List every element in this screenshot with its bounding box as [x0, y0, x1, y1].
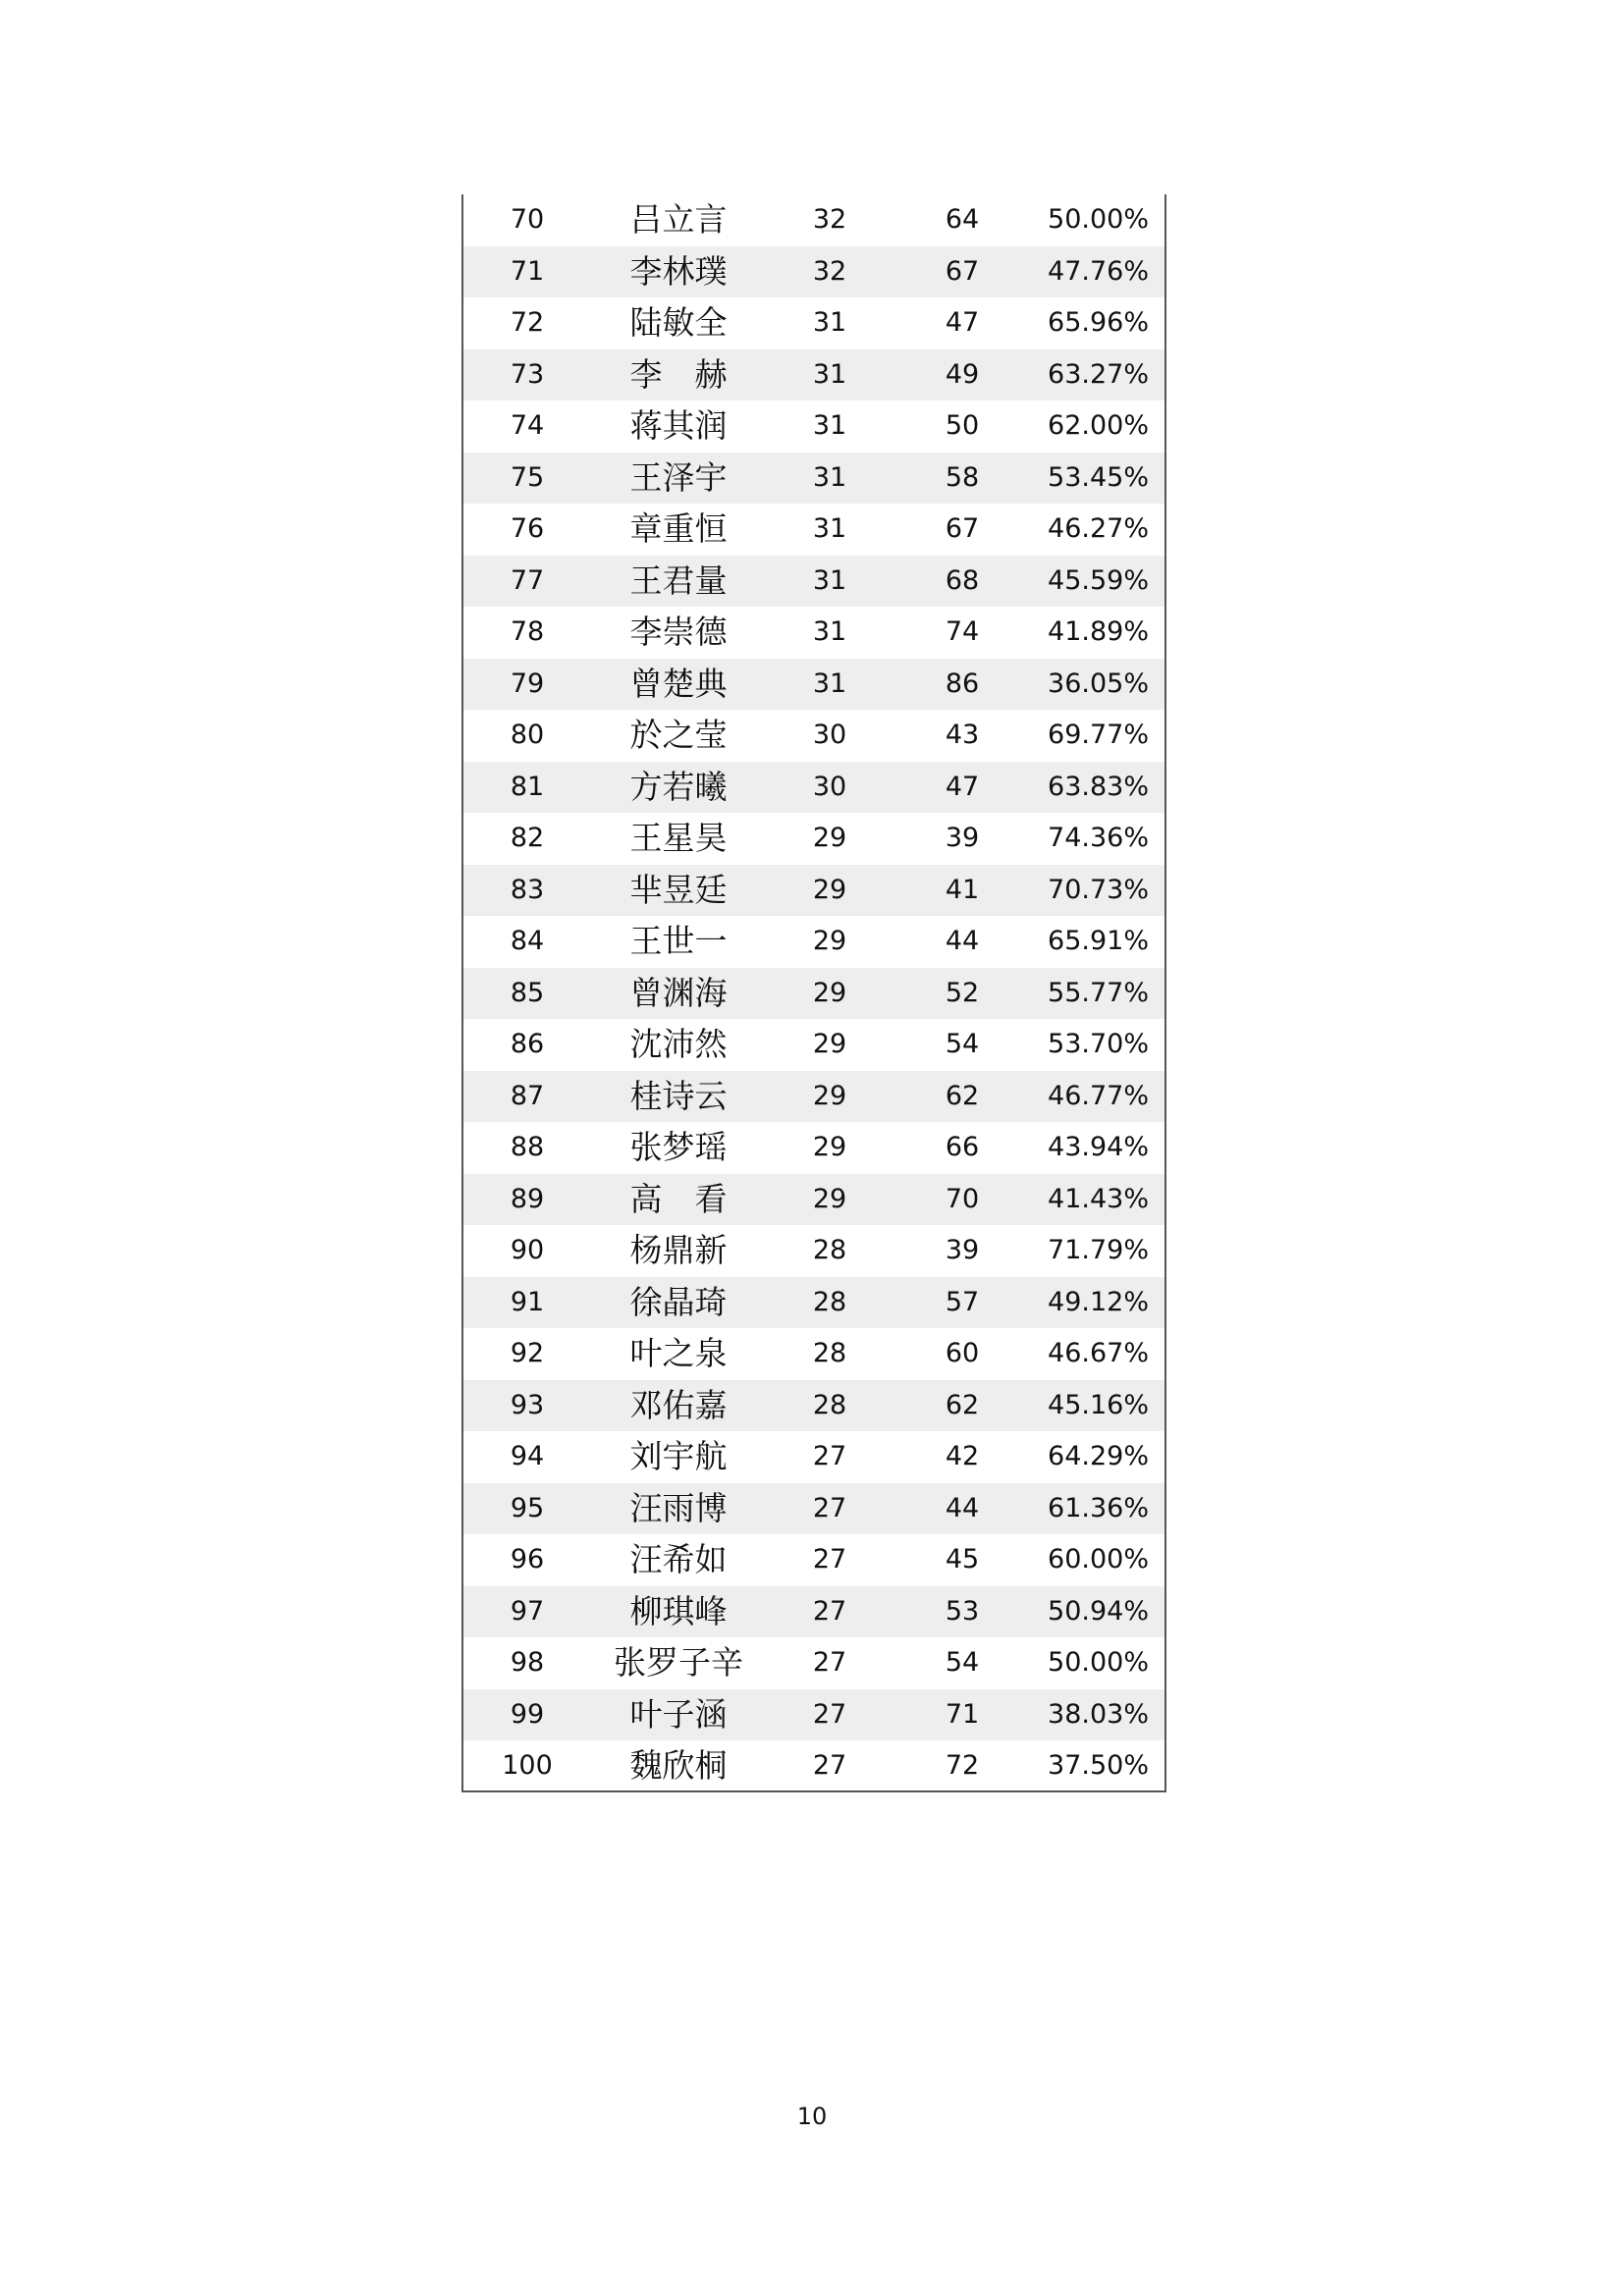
score-a-cell: 29	[764, 968, 895, 1020]
score-b-cell: 71	[895, 1689, 1029, 1741]
player-name-cell: 柳琪峰	[593, 1586, 764, 1638]
player-name-cell: 曾渊海	[593, 968, 764, 1020]
rank-cell: 79	[461, 659, 593, 711]
rank-cell: 85	[461, 968, 593, 1020]
rank-cell: 73	[461, 349, 593, 401]
rank-cell: 72	[510, 307, 545, 338]
score-a-cell: 28	[812, 1235, 847, 1265]
player-name-cell: 方若曦	[593, 762, 764, 814]
percentage-cell: 70.73%	[1029, 865, 1166, 917]
player-name-cell: 桂诗云	[593, 1071, 764, 1123]
player-name-cell: 汪希如	[629, 1540, 728, 1578]
player-name-cell: 叶子涵	[593, 1689, 764, 1741]
rank-cell: 97	[461, 1586, 593, 1638]
rank-cell: 71	[461, 246, 593, 298]
score-b-cell: 58	[895, 453, 1029, 505]
score-a-cell: 28	[764, 1277, 895, 1329]
score-a-cell: 30	[812, 720, 847, 750]
rank-cell: 77	[461, 556, 593, 608]
score-b-cell: 39	[945, 1235, 980, 1265]
player-name-cell: 章重恒	[629, 509, 728, 548]
score-b-cell: 43	[945, 720, 980, 750]
percentage-cell: 74.36%	[1048, 823, 1149, 853]
rank-cell: 82	[510, 823, 545, 853]
score-a-cell: 27	[812, 1647, 847, 1678]
player-name-cell: 李林璞	[593, 246, 764, 298]
score-b-cell: 44	[895, 1483, 1029, 1535]
rank-cell: 92	[510, 1338, 545, 1368]
score-a-cell: 31	[812, 410, 847, 441]
rank-cell: 74	[510, 410, 545, 441]
score-b-cell: 66	[945, 1132, 980, 1162]
percentage-cell: 55.77%	[1029, 968, 1166, 1020]
rank-cell: 99	[461, 1689, 593, 1741]
score-a-cell: 27	[812, 1441, 847, 1471]
score-b-cell: 47	[945, 307, 980, 338]
player-name-cell: 徐晶琦	[593, 1277, 764, 1329]
player-name-cell: 吕立言	[629, 200, 728, 239]
score-a-cell: 31	[812, 513, 847, 544]
rank-cell: 75	[461, 453, 593, 505]
score-b-cell: 45	[945, 1544, 980, 1575]
rank-cell: 90	[510, 1235, 545, 1265]
percentage-cell: 41.89%	[1048, 616, 1149, 647]
percentage-cell: 63.83%	[1029, 762, 1166, 814]
score-b-cell: 64	[945, 204, 980, 235]
score-b-cell: 86	[895, 659, 1029, 711]
score-a-cell: 29	[812, 1029, 847, 1059]
score-a-cell: 30	[764, 762, 895, 814]
percentage-cell: 65.96%	[1048, 307, 1149, 338]
player-name-cell: 王世一	[629, 922, 728, 960]
percentage-cell: 37.50%	[1048, 1750, 1149, 1781]
percentage-cell: 64.29%	[1048, 1441, 1149, 1471]
player-name-cell: 於之莹	[629, 716, 728, 754]
rank-cell: 98	[510, 1647, 545, 1678]
score-b-cell: 68	[895, 556, 1029, 608]
percentage-cell: 49.12%	[1029, 1277, 1166, 1329]
rank-cell: 94	[510, 1441, 545, 1471]
score-a-cell: 27	[812, 1750, 847, 1781]
percentage-cell: 36.05%	[1029, 659, 1166, 711]
score-a-cell: 32	[812, 204, 847, 235]
percentage-cell: 53.45%	[1029, 453, 1166, 505]
score-a-cell: 31	[764, 556, 895, 608]
score-b-cell: 54	[945, 1029, 980, 1059]
player-name-cell: 叶之泉	[629, 1334, 728, 1372]
score-a-cell: 29	[812, 926, 847, 956]
player-name-cell: 汪雨博	[593, 1483, 764, 1535]
player-name-cell: 芈昱廷	[593, 865, 764, 917]
rank-cell: 89	[461, 1174, 593, 1226]
player-name-cell: 张罗子辛	[614, 1643, 743, 1682]
rank-cell: 100	[502, 1750, 553, 1781]
score-a-cell: 27	[764, 1586, 895, 1638]
percentage-cell: 50.94%	[1029, 1586, 1166, 1638]
score-b-cell: 47	[895, 762, 1029, 814]
rank-cell: 88	[510, 1132, 545, 1162]
score-b-cell: 49	[895, 349, 1029, 401]
score-a-cell: 27	[812, 1544, 847, 1575]
player-name-cell: 曾楚典	[593, 659, 764, 711]
percentage-cell: 71.79%	[1048, 1235, 1149, 1265]
percentage-cell: 50.00%	[1048, 1647, 1149, 1678]
percentage-cell: 46.67%	[1048, 1338, 1149, 1368]
score-a-cell: 31	[812, 616, 847, 647]
score-b-cell: 74	[945, 616, 980, 647]
percentage-cell: 50.00%	[1048, 204, 1149, 235]
rank-cell: 70	[510, 204, 545, 235]
percentage-cell: 45.59%	[1029, 556, 1166, 608]
player-name-cell: 高 看	[593, 1174, 764, 1226]
score-b-cell: 60	[945, 1338, 980, 1368]
player-name-cell: 邓佑嘉	[593, 1380, 764, 1432]
score-a-cell: 29	[812, 1132, 847, 1162]
player-name-cell: 王星昊	[629, 819, 728, 857]
percentage-cell: 46.27%	[1048, 513, 1149, 544]
rank-cell: 91	[461, 1277, 593, 1329]
player-name-cell: 杨鼎新	[629, 1231, 728, 1269]
percentage-cell: 43.94%	[1048, 1132, 1149, 1162]
score-b-cell: 72	[945, 1750, 980, 1781]
score-b-cell: 44	[945, 926, 980, 956]
rank-cell: 76	[510, 513, 545, 544]
score-a-cell: 27	[764, 1483, 895, 1535]
table-border	[461, 194, 1166, 1792]
rank-cell: 86	[510, 1029, 545, 1059]
rank-cell: 87	[461, 1071, 593, 1123]
score-a-cell: 32	[764, 246, 895, 298]
score-a-cell: 31	[764, 349, 895, 401]
player-name-cell: 蒋其润	[629, 406, 728, 445]
score-a-cell: 28	[812, 1338, 847, 1368]
percentage-cell: 46.77%	[1029, 1071, 1166, 1123]
score-b-cell: 39	[945, 823, 980, 853]
score-b-cell: 67	[945, 513, 980, 544]
rank-cell: 93	[461, 1380, 593, 1432]
percentage-cell: 41.43%	[1029, 1174, 1166, 1226]
score-a-cell: 28	[764, 1380, 895, 1432]
score-a-cell: 27	[764, 1689, 895, 1741]
score-b-cell: 42	[945, 1441, 980, 1471]
score-a-cell: 31	[812, 307, 847, 338]
player-name-cell: 张梦瑶	[629, 1128, 728, 1166]
percentage-cell: 53.70%	[1048, 1029, 1149, 1059]
score-b-cell: 53	[895, 1586, 1029, 1638]
score-b-cell: 62	[895, 1380, 1029, 1432]
score-b-cell: 41	[895, 865, 1029, 917]
player-name-cell: 王泽宇	[593, 453, 764, 505]
percentage-cell: 62.00%	[1048, 410, 1149, 441]
percentage-cell: 61.36%	[1029, 1483, 1166, 1535]
rank-cell: 95	[461, 1483, 593, 1535]
player-name-cell: 刘宇航	[629, 1437, 728, 1475]
score-b-cell: 52	[895, 968, 1029, 1020]
rank-cell: 81	[461, 762, 593, 814]
score-a-cell: 31	[764, 659, 895, 711]
score-a-cell: 31	[764, 453, 895, 505]
score-a-cell: 29	[764, 865, 895, 917]
score-b-cell: 70	[895, 1174, 1029, 1226]
player-name-cell: 李崇德	[629, 613, 728, 651]
score-a-cell: 29	[812, 823, 847, 853]
percentage-cell: 60.00%	[1048, 1544, 1149, 1575]
player-name-cell: 陆敏全	[629, 303, 728, 342]
percentage-cell: 45.16%	[1029, 1380, 1166, 1432]
percentage-cell: 63.27%	[1029, 349, 1166, 401]
percentage-cell: 38.03%	[1029, 1689, 1166, 1741]
score-b-cell: 57	[895, 1277, 1029, 1329]
rank-cell: 84	[510, 926, 545, 956]
score-a-cell: 29	[764, 1174, 895, 1226]
rank-cell: 96	[510, 1544, 545, 1575]
player-name-cell: 李 赫	[593, 349, 764, 401]
percentage-cell: 47.76%	[1029, 246, 1166, 298]
score-b-cell: 67	[895, 246, 1029, 298]
score-a-cell: 29	[764, 1071, 895, 1123]
percentage-cell: 69.77%	[1048, 720, 1149, 750]
player-name-cell: 王君量	[593, 556, 764, 608]
rank-cell: 78	[510, 616, 545, 647]
score-b-cell: 50	[945, 410, 980, 441]
player-name-cell: 魏欣桐	[629, 1746, 728, 1785]
page-number: 10	[796, 2103, 828, 2130]
percentage-cell: 65.91%	[1048, 926, 1149, 956]
rank-cell: 80	[510, 720, 545, 750]
score-b-cell: 62	[895, 1071, 1029, 1123]
score-b-cell: 54	[945, 1647, 980, 1678]
player-name-cell: 沈沛然	[629, 1025, 728, 1063]
rank-cell: 83	[461, 865, 593, 917]
